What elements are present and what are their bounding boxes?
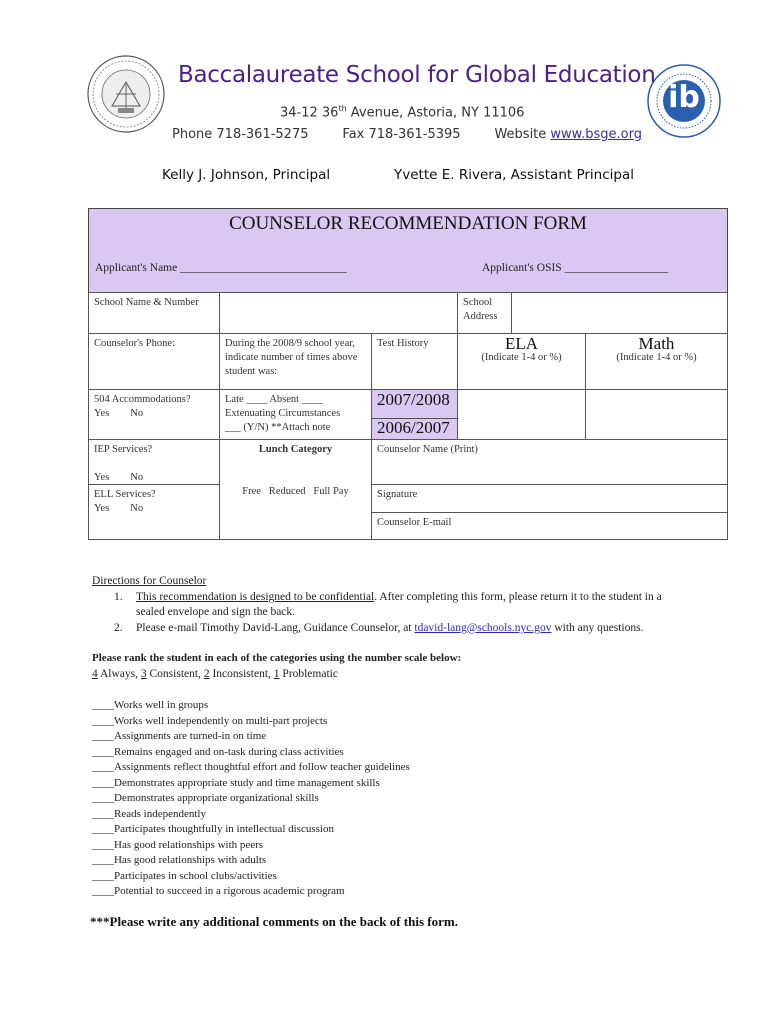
scale-3: 3 <box>140 668 147 680</box>
ib-logo <box>646 63 722 139</box>
scale-1: 1 <box>273 668 280 680</box>
website-label: Website <box>494 127 547 142</box>
direction-1-line2: sealed envelope and sign the back. <box>136 606 296 618</box>
phone-text: Phone 718-361-5275 <box>172 127 309 142</box>
year-2007-2008-cell <box>371 389 458 419</box>
contact-line <box>172 127 642 142</box>
scale-4-label: Always, <box>97 668 141 680</box>
scale-4: 4 <box>92 668 98 680</box>
direction-1 <box>136 590 726 606</box>
ela-2007-input[interactable] <box>457 389 586 440</box>
ranking-item[interactable]: ____Assignments are turned-in on time <box>92 730 267 742</box>
ranking-scale <box>92 667 338 683</box>
attendance-cell <box>219 389 372 440</box>
ranking-item[interactable]: ____Reads independently <box>92 807 206 820</box>
ela-label: ELA <box>504 334 539 353</box>
signature-field[interactable]: Signature <box>371 484 728 513</box>
scale-2-label: Inconsistent, <box>209 668 274 680</box>
lunch-category-label: Lunch Category <box>258 444 333 455</box>
year-2007-2008: 2007/2008 <box>377 390 450 409</box>
extenuating-label: Extenuating Circumstances <box>225 408 341 419</box>
ranking-item[interactable]: ____Demonstrates appropriate study and time management skills <box>92 776 380 789</box>
scale-2: 2 <box>203 668 210 680</box>
applicant-name-field[interactable]: Applicant's Name _____________________________ <box>95 262 347 274</box>
ranking-item[interactable]: ____Demonstrates appropriate organizational skills <box>92 792 319 804</box>
ell-yes-no[interactable]: Yes No <box>94 503 144 514</box>
math-label: Math <box>638 334 675 353</box>
ell-cell <box>88 484 220 540</box>
ranking-item[interactable]: ____Works well in groups <box>92 699 209 711</box>
ib-logo-text: ib <box>668 80 700 115</box>
ranking-item[interactable]: ____Participates in school clubs/activities <box>92 869 277 882</box>
counselor-name-field[interactable]: Counselor Name (Print) <box>371 439 728 485</box>
iep-cell <box>88 439 220 485</box>
website-link[interactable]: www.bsge.org <box>550 127 642 142</box>
ranking-item[interactable]: ____Has good relationships with peers <box>92 838 264 851</box>
scale-1-label: Problematic <box>279 668 338 680</box>
lunch-options[interactable]: Free Reduced Full Pay <box>242 486 349 497</box>
school-name-title: Baccalaureate School for Global Education <box>178 62 656 88</box>
lunch-cell <box>219 439 372 540</box>
school-address-input[interactable] <box>511 292 728 334</box>
principal-name: Kelly J. Johnson, Principal <box>162 167 331 183</box>
ranking-list <box>92 699 410 901</box>
direction-1-rest: . After completing this form, please return it to the student in a <box>374 591 662 603</box>
counselor-phone-label: Counselor's Phone: <box>88 333 220 390</box>
accommodations-label: 504 Accommodations? <box>94 394 191 405</box>
ranking-item[interactable]: ____Participates thoughtfully in intellectual discussion <box>92 823 334 835</box>
late-absent-field[interactable]: Late ____ Absent ____ <box>225 394 323 405</box>
applicant-osis-field[interactable]: Applicant's OSIS __________________ <box>482 262 669 274</box>
direction-2-num: 2. <box>114 622 123 634</box>
ranking-item[interactable]: ____Potential to succeed in a rigorous academic program <box>92 885 345 897</box>
iep-yes-no[interactable]: Yes No <box>94 472 144 483</box>
ranking-item[interactable]: ____Remains engaged and on-task during class activities <box>92 745 344 758</box>
test-history-label: Test History <box>371 333 458 390</box>
math-header <box>585 333 728 390</box>
school-name-input[interactable] <box>219 292 458 334</box>
year-2006-2007-cell <box>371 418 458 440</box>
ela-header <box>457 333 586 390</box>
attendance-instructions: During the 2008/9 school year, indicate number of times above student was: <box>219 333 372 390</box>
direction-1-num: 1. <box>114 591 123 603</box>
confidential-note: This recommendation is designed to be confidential <box>136 591 375 603</box>
ell-label: ELL Services? <box>94 489 156 500</box>
website-group <box>494 127 642 142</box>
assistant-principal-name: Yvette E. Rivera, Assistant Principal <box>394 167 634 183</box>
scale-3-label: Consistent, <box>146 668 204 680</box>
iep-label: IEP Services? <box>94 444 153 455</box>
math-2007-input[interactable] <box>585 389 728 440</box>
direction-2 <box>136 621 726 637</box>
school-name-number-label: School Name & Number <box>88 292 220 334</box>
additional-comments-note: ***Please write any additional comments on the back of this form. <box>90 914 458 929</box>
school-address-label: School Address <box>457 292 512 334</box>
nyc-seal-logo <box>86 54 166 134</box>
counselor-email-field[interactable]: Counselor E-mail <box>371 512 728 540</box>
direction-2-end: with any questions. <box>554 622 644 634</box>
ranking-item[interactable]: ____Works well independently on multi-part projects <box>92 714 328 727</box>
attach-note-field[interactable]: ___ (Y/N) **Attach note <box>225 422 331 433</box>
fax-text: Fax 718-361-5395 <box>342 127 461 142</box>
accommodations-yes-no[interactable]: Yes No <box>94 408 144 419</box>
school-address-line: 34-12 36th Avenue, Astoria, NY 11106 <box>280 104 525 121</box>
form-title: COUNSELOR RECOMMENDATION FORM <box>229 213 587 234</box>
direction-2-text: Please e-mail Timothy David-Lang, Guidance Counselor, at <box>136 622 412 634</box>
directions-heading: Directions for Counselor <box>92 575 207 587</box>
ela-indicate-note: (Indicate 1-4 or %) <box>481 352 562 363</box>
accommodations-cell <box>88 389 220 440</box>
year-2006-2007: 2006/2007 <box>377 418 450 437</box>
ranking-item[interactable]: ____Has good relationships with adults <box>92 854 267 866</box>
counselor-email-link[interactable]: tdavid-lang@schools.nyc.gov <box>414 622 552 634</box>
ranking-intro: Please rank the student in each of the categories using the number scale below: <box>92 652 462 664</box>
math-indicate-note: (Indicate 1-4 or %) <box>616 352 697 363</box>
ranking-item[interactable]: ____Assignments reflect thoughtful effort and follow teacher guidelines <box>92 761 410 773</box>
